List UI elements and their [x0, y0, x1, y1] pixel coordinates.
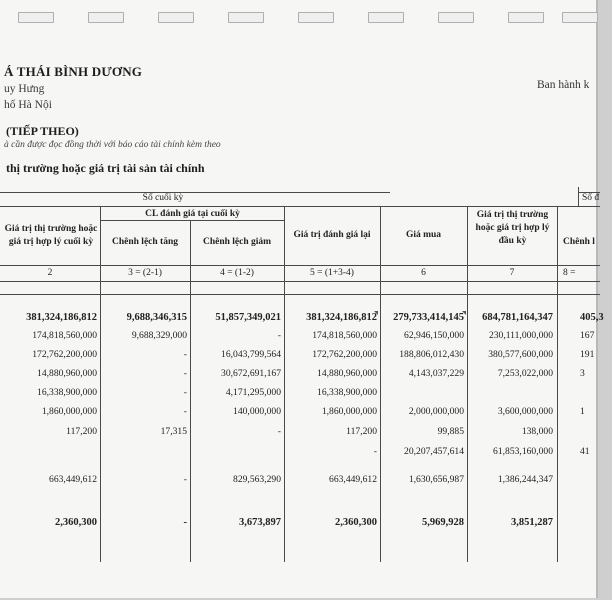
- table-cell: 1,386,244,347: [497, 474, 553, 485]
- table-cell: -: [183, 474, 187, 485]
- address-line-2: hố Hà Nội: [4, 99, 52, 111]
- table-cell: 2,360,300: [335, 517, 377, 528]
- table-cell: 41: [580, 446, 590, 457]
- address-line-1: uy Hưng: [4, 83, 45, 95]
- fair-value-table: [0, 187, 604, 562]
- table-cell: 279,733,414,145: [393, 312, 464, 323]
- col-number: 7: [509, 268, 515, 278]
- col-number: 2: [47, 268, 53, 278]
- table-cell: 16,338,900,000: [317, 387, 377, 398]
- table-cell: 9,688,329,000: [131, 330, 187, 341]
- col-header-diff-decrease: Chênh lệch giảm: [202, 237, 272, 247]
- section-title: (TIẾP THEO): [6, 124, 79, 138]
- col-header-diff-partial: Chênh l: [563, 237, 595, 247]
- table-cell: 30,672,691,167: [221, 368, 281, 379]
- col-header-revalued: Giá trị đánh giá lại: [293, 230, 371, 240]
- col-number: 8 =: [563, 268, 576, 278]
- table-cell: -: [183, 368, 187, 379]
- col-number: 5 = (1+3-4): [310, 268, 354, 278]
- section-note: à cần được đọc đồng thời với báo cáo tài chính kèm theo: [4, 140, 221, 150]
- col-header-fair-value-end: Giá trị thị trường hoặc giá trị hợp lý cuối kỳ: [4, 224, 98, 247]
- table-cell: 1,860,000,000: [321, 406, 377, 417]
- table-cell: 117,200: [346, 426, 377, 437]
- col-header-purchase: Giá mua: [405, 230, 442, 240]
- table-cell: 191: [580, 349, 595, 360]
- table-cell: 230,111,000,000: [488, 330, 553, 341]
- subsection-title: thị trường hoặc giá trị tài sản tài chính: [6, 161, 205, 175]
- table-cell: 405,3: [580, 312, 604, 323]
- table-cell: -: [183, 406, 187, 417]
- table-cell: 2,360,300: [55, 517, 97, 528]
- table-cell: 3,673,897: [239, 517, 281, 528]
- table-cell: 138,000: [521, 426, 553, 437]
- table-cell: -: [183, 387, 187, 398]
- table-cell: -: [373, 446, 377, 457]
- table-cell: -: [277, 426, 281, 437]
- table-cell: 167: [580, 330, 595, 341]
- table-cell: 140,000,000: [233, 406, 281, 417]
- table-cell: -: [277, 330, 281, 341]
- table-cell: 381,324,186,812: [306, 312, 377, 323]
- table-cell: 4,171,295,000: [225, 387, 281, 398]
- table-cell: 62,946,150,000: [404, 330, 464, 341]
- table-cell: 117,200: [66, 426, 97, 437]
- table-cell: 1,630,656,987: [408, 474, 464, 485]
- col-header-diff-increase: Chênh lệch tăng: [112, 237, 178, 247]
- table-cell: 381,324,186,812: [26, 312, 97, 323]
- table-cell: 7,253,022,000: [497, 368, 553, 379]
- table-cell: 61,853,160,000: [493, 446, 553, 457]
- table-cell: 4,143,037,229: [408, 368, 464, 379]
- table-cell: 3,600,000,000: [497, 406, 553, 417]
- table-cell: 14,880,960,000: [37, 368, 97, 379]
- table-cell: 172,762,200,000: [32, 349, 97, 360]
- table-cell: 174,818,560,000: [312, 330, 377, 341]
- col-header-fair-value-begin: Giá trị thị trường hoặc giá trị hợp lý đầu kỳ: [475, 210, 550, 246]
- table-cell: 3,851,287: [511, 517, 553, 528]
- table-cell: 172,762,200,000: [312, 349, 377, 360]
- table-cell: 20,207,457,614: [404, 446, 464, 457]
- table-cell: 17,315: [160, 426, 187, 437]
- table-cell: 1,860,000,000: [41, 406, 97, 417]
- table-cell: 1: [580, 406, 585, 417]
- table-cell: 829,563,290: [233, 474, 281, 485]
- table-cell: 174,818,560,000: [32, 330, 97, 341]
- company-name: Á THÁI BÌNH DƯƠNG: [4, 64, 143, 79]
- table-cell: 3: [580, 368, 585, 379]
- table-cell: 188,806,012,430: [399, 349, 464, 360]
- table-cell: 663,449,612: [329, 474, 377, 485]
- table-cell: 14,880,960,000: [317, 368, 377, 379]
- col-number: 4 = (1-2): [220, 268, 254, 278]
- table-cell: 2,000,000,000: [408, 406, 464, 417]
- table-cell: 16,043,799,564: [221, 349, 281, 360]
- col-number: 3 = (2-1): [128, 268, 162, 278]
- table-cell: 5,969,928: [422, 517, 464, 528]
- col-number: 6: [421, 268, 426, 278]
- table-cell: -: [183, 349, 187, 360]
- perforated-edge: [0, 0, 596, 20]
- issued-label: Ban hành k: [537, 79, 590, 91]
- table-cell: -: [183, 517, 187, 528]
- group-begin-label: Số đ: [582, 193, 600, 203]
- table-cell: 684,781,164,347: [482, 312, 553, 323]
- table-cell: 99,885: [437, 426, 464, 437]
- group-end-label: Số cuối kỳ: [142, 193, 184, 203]
- table-cell: 663,449,612: [49, 474, 97, 485]
- cl-group-label: CL đánh giá tại cuối kỳ: [145, 209, 240, 219]
- table-cell: 9,688,346,315: [126, 312, 187, 323]
- table-cell: 51,857,349,021: [215, 312, 281, 323]
- table-cell: 380,577,600,000: [488, 349, 553, 360]
- table-cell: 16,338,900,000: [37, 387, 97, 398]
